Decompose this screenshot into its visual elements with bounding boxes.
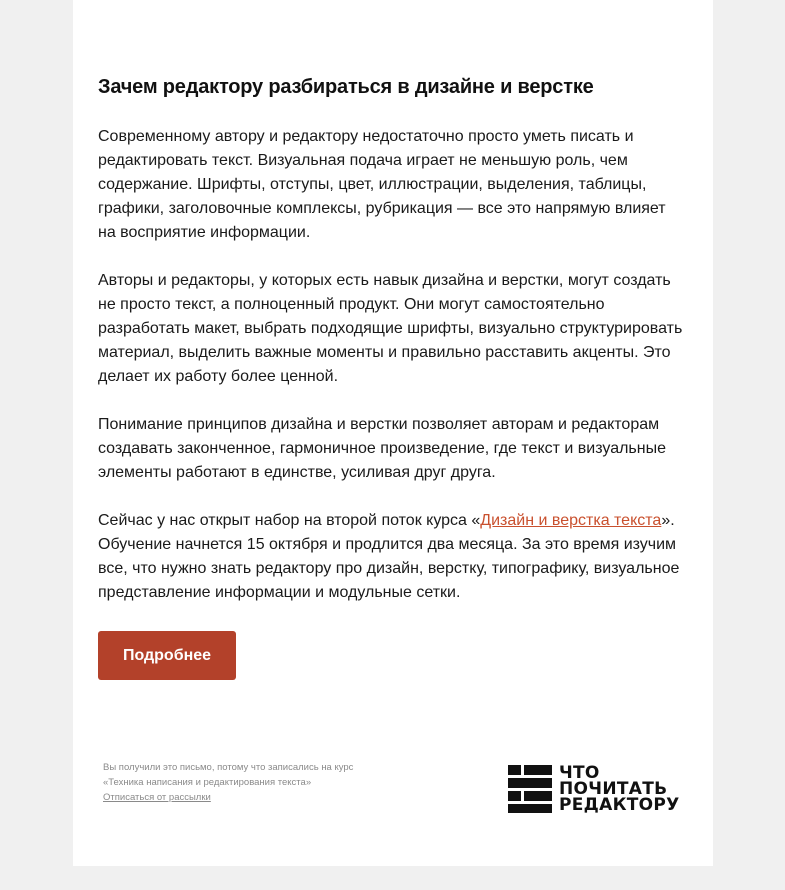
unsubscribe-link[interactable]: Отписаться от рассылки	[103, 792, 211, 803]
footer-notice-line1: Вы получили это письмо, потому что записались на курс	[103, 762, 354, 773]
article-title: Зачем редактору разбираться в дизайне и верстке	[98, 76, 594, 98]
article-body	[98, 73, 683, 605]
footer-notice	[103, 760, 403, 805]
paragraph-design-skills: Авторы и редакторы, у которых есть навык дизайна и верстки, могут создать не просто текст, а полноценный продукт. Они могут самостоятельно разработать макет, выбрать подходящие шрифты, визуально структурировать материал, выделить важные моменты и правильно расставить акценты. Это делает их работу более ценной.	[98, 272, 683, 385]
logo-line-1: ЧТО	[559, 763, 600, 783]
email-card	[73, 0, 713, 866]
course-text-before: Сейчас у нас открыт набор на второй поток курса «	[98, 512, 481, 529]
paragraph-visual-presentation: Современному автору и редактору недостаточно просто уметь писать и редактировать текст. Визуальная подача играет не меньшую роль, чем содержание. Шрифты, отступы, цвет, иллюстрации, выделения, таблицы, графики, заголовочные комплексы, рубрикация — все это напрямую влияет на восприятие информации.	[98, 128, 666, 241]
logo-line-3: РЕДАКТОРУ	[559, 795, 680, 815]
course-link[interactable]: Дизайн и верстка текста	[480, 512, 662, 529]
paragraph-design-principles: Понимание принципов дизайна и верстки позволяет авторам и редакторам создавать законченное, гармоничное произведение, где текст и визуальные элементы работают в единстве, усиливая друг друга.	[98, 416, 666, 481]
brand-logo[interactable]	[508, 765, 688, 815]
more-button[interactable]: Подробнее	[98, 631, 236, 680]
paragraph-course-announcement	[98, 509, 683, 605]
course-text-after: ». Обучение начнется 15 октября и продлится два месяца. За это время изучим все, что нужно знать редактору про дизайн, верстку, типографику, визуальное представление информации и модульные сетки.	[98, 512, 680, 601]
logo-bars-icon	[508, 765, 552, 813]
logo-wordmark	[559, 765, 680, 813]
logo-line-2: ПОЧИТАТЬ	[559, 779, 668, 799]
footer-notice-line2: «Техника написания и редактирования текста»	[103, 777, 312, 788]
